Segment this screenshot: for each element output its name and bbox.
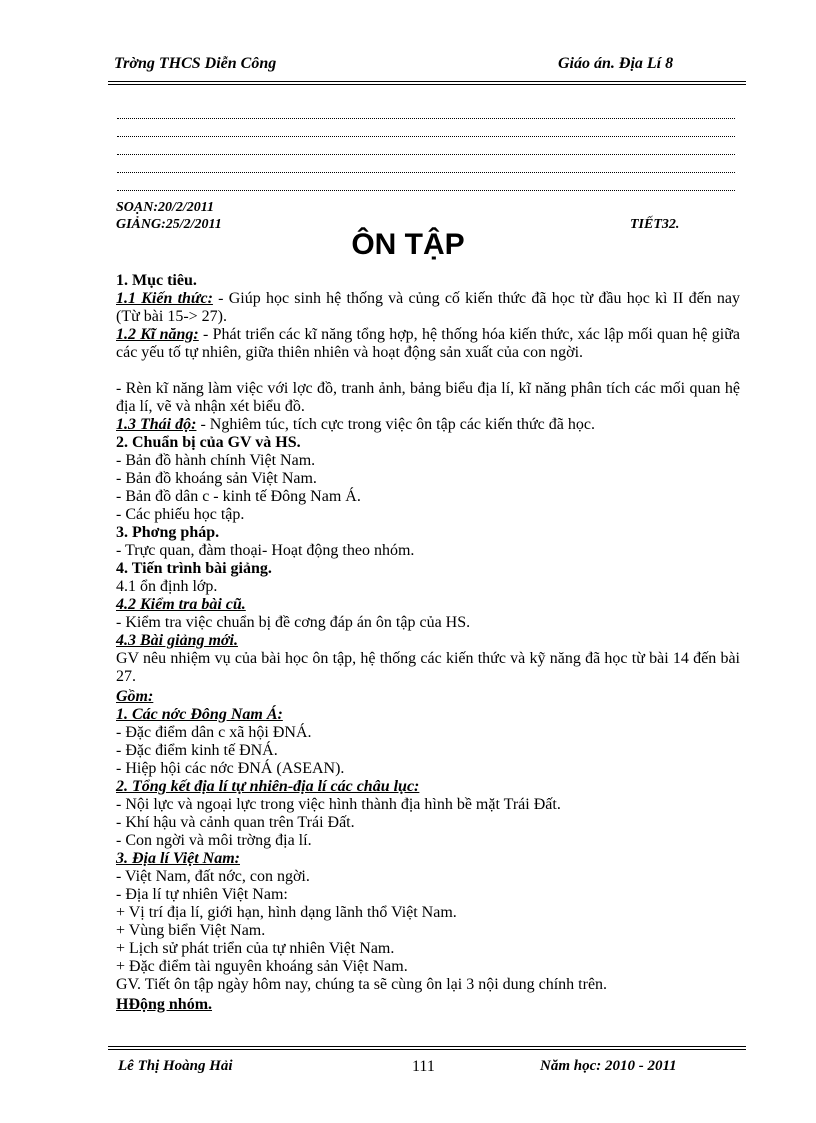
list-item: - Bản đồ khoáng sản Việt Nam. bbox=[116, 470, 317, 487]
tiet-number: TIẾT32. bbox=[630, 217, 680, 232]
header-rule bbox=[108, 81, 746, 82]
footer-rule-2 bbox=[108, 1049, 746, 1050]
sub-heading: 1.3 Thái độ: bbox=[116, 416, 197, 433]
sub-heading: 4.2 Kiểm tra bài cũ. bbox=[116, 596, 246, 613]
header-rule-2 bbox=[108, 84, 746, 85]
header-right: Giáo án. Địa Lí 8 bbox=[558, 55, 674, 72]
list-item: - Đặc điểm dân c xã hội ĐNÁ. bbox=[116, 724, 312, 741]
paragraph: - Trực quan, đàm thoại- Hoạt động theo nhóm. bbox=[116, 542, 415, 559]
section-heading: 1. Mục tiêu. bbox=[116, 272, 197, 289]
list-item: + Vị trí địa lí, giới hạn, hình dạng lãnh thổ Việt Nam. bbox=[116, 904, 457, 921]
list-item: - Bản đồ dân c - kinh tế Đông Nam Á. bbox=[116, 488, 361, 505]
footer-year: Năm học: 2010 - 2011 bbox=[540, 1058, 677, 1074]
list-item: - Các phiếu học tập. bbox=[116, 506, 245, 523]
sub-heading: 3. Địa lí Việt Nam: bbox=[116, 850, 240, 867]
dotted-line bbox=[117, 122, 735, 137]
sub-heading: 1. Các nớc Đông Nam Á: bbox=[116, 706, 283, 723]
list-item: - Con ngời và môi trờng địa lí. bbox=[116, 832, 312, 849]
list-item: - Nội lực và ngoại lực trong việc hình thành địa hình bề mặt Trái Đất. bbox=[116, 796, 561, 813]
list-item: - Việt Nam, đất nớc, con ngời. bbox=[116, 868, 310, 885]
paragraph-text: - Phát triển các kĩ năng tổng hợp, hệ thống hóa kiến thức, xác lập mối quan hệ giữa các yếu tố tự nhiên, giữa thiên nhiên và hoạt động sản xuất của con ngời. bbox=[116, 326, 740, 361]
sub-heading: 1.2 Kĩ năng: bbox=[116, 326, 199, 343]
sub-heading: HĐộng nhóm. bbox=[116, 996, 213, 1013]
sub-heading: 4.1 ổn định lớp. bbox=[116, 578, 218, 595]
paragraph-text: - Nghiêm túc, tích cực trong việc ôn tập các kiến thức đã học. bbox=[196, 416, 595, 433]
dotted-line bbox=[117, 176, 735, 191]
list-item: - Đặc điểm kinh tế ĐNÁ. bbox=[116, 742, 278, 759]
dotted-line bbox=[117, 158, 735, 173]
header-left: Trờng THCS Diễn Công bbox=[114, 55, 277, 72]
section-heading: 4. Tiến trình bài giảng. bbox=[116, 560, 272, 577]
sub-heading: 2. Tổng kết địa lí tự nhiên-địa lí các châu lục: bbox=[116, 778, 420, 795]
list-item: + Vùng biển Việt Nam. bbox=[116, 922, 266, 939]
list-item: - Bản đồ hành chính Việt Nam. bbox=[116, 452, 316, 469]
paragraph: GV nêu nhiệm vụ của bài học ôn tập, hệ thống các kiến thức và kỹ năng đã học từ bài 14 đến bài 27. bbox=[116, 650, 740, 685]
list-item: - Khí hậu và cảnh quan trên Trái Đất. bbox=[116, 814, 355, 831]
page-number: 111 bbox=[412, 1058, 435, 1075]
dotted-line bbox=[117, 140, 735, 155]
paragraph: - Kiểm tra việc chuẩn bị đề cơng đáp án ôn tập của HS. bbox=[116, 614, 471, 631]
sub-heading: 1.1 Kiến thức: bbox=[116, 290, 213, 307]
paragraph: - Rèn kĩ năng làm việc với lợc đồ, tranh ảnh, bảng biểu địa lí, kĩ năng phân tích các mối quan hệ địa lí, vẽ và nhận xét biểu đồ. bbox=[116, 380, 740, 415]
footer-rule bbox=[108, 1046, 746, 1047]
page-title: ÔN TẬP bbox=[351, 228, 465, 261]
sub-heading: Gồm: bbox=[116, 688, 154, 705]
paragraph bbox=[116, 416, 740, 434]
paragraph: GV. Tiết ôn tập ngày hôm nay, chúng ta sẽ cùng ôn lại 3 nội dung chính trên. bbox=[116, 976, 608, 993]
list-item: + Đặc điểm tài nguyên khoáng sản Việt Nam. bbox=[116, 958, 408, 975]
section-heading: 3. Phơng pháp. bbox=[116, 524, 220, 541]
paragraph bbox=[116, 290, 740, 326]
footer-author: Lê Thị Hoàng Hải bbox=[118, 1058, 233, 1074]
soan-date: SOẠN:20/2/2011 bbox=[116, 200, 215, 215]
list-item: - Địa lí tự nhiên Việt Nam: bbox=[116, 886, 288, 903]
dotted-line bbox=[117, 104, 735, 119]
section-heading: 2. Chuẩn bị của GV và HS. bbox=[116, 434, 301, 451]
paragraph-text: - Giúp học sinh hệ thống và củng cố kiến thức đã học từ đầu học kì II đến nay (Từ bài 15-> 27). bbox=[116, 290, 741, 325]
list-item: + Lịch sử phát triển của tự nhiên Việt Nam. bbox=[116, 940, 395, 957]
sub-heading: 4.3 Bài giảng mới. bbox=[116, 632, 238, 649]
giang-date: GIẢNG:25/2/2011 bbox=[116, 217, 222, 232]
paragraph bbox=[116, 326, 740, 362]
list-item: - Hiệp hội các nớc ĐNÁ (ASEAN). bbox=[116, 760, 345, 777]
